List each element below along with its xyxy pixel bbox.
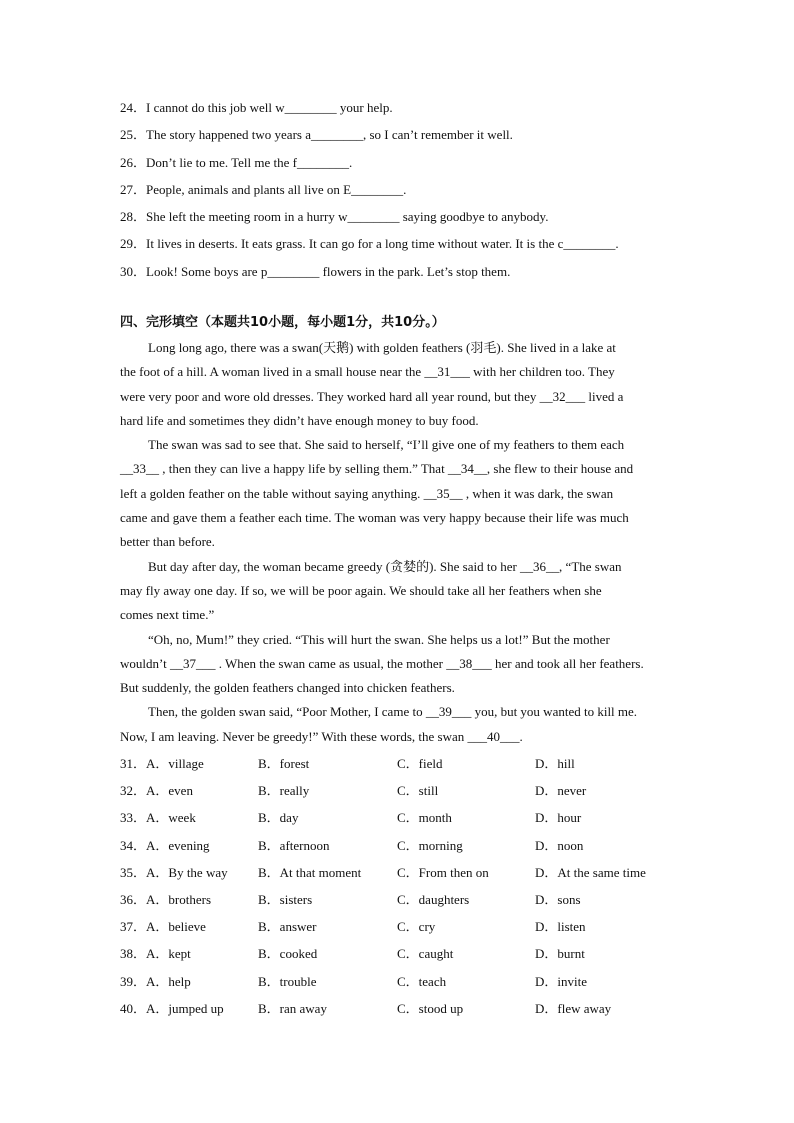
passage-line: came and gave them a feather each time. The woman was very happy because their life was much — [120, 510, 629, 526]
question-text: Don’t lie to me. Tell me the f________. — [146, 155, 353, 170]
option-d[interactable]: D．sons — [535, 891, 581, 907]
question-number: 30． — [120, 264, 147, 279]
option-a[interactable]: A．By the way — [146, 864, 228, 880]
option-b[interactable]: B．really — [258, 783, 310, 799]
option-b[interactable]: B．day — [258, 810, 299, 826]
option-a[interactable]: A．brothers — [146, 891, 212, 907]
option-a[interactable]: A．help — [146, 973, 191, 989]
option-c[interactable]: C．stood up — [397, 1000, 464, 1016]
question-number: 27． — [120, 182, 147, 197]
option-a[interactable]: A．even — [146, 783, 193, 799]
option-number — [120, 862, 228, 884]
option-row-31 — [120, 753, 680, 780]
passage-line: wouldn’t __37___ . When the swan came as usual, the mother __38___ her and took all her feathers. — [120, 655, 644, 671]
option-b[interactable]: B．trouble — [258, 973, 317, 989]
passage-line: left a golden feather on the table without saying anything. __35__ , when it was dark, the swan — [120, 485, 614, 501]
option-row-38 — [120, 943, 680, 970]
option-number — [120, 943, 191, 965]
question-text: She left the meeting room in a hurry w________ saying goodbye to anybody. — [146, 209, 549, 224]
option-number — [120, 753, 204, 775]
passage-line: The swan was sad to see that. She said to herself, “I’ll give one of my feathers to them each — [148, 437, 625, 453]
passage-line: __33__ , then they can live a happy life by selling them.” That __34__, she flew to their house and — [120, 461, 634, 477]
option-number — [120, 835, 210, 857]
option-row-35 — [120, 862, 680, 889]
question-29 — [120, 233, 619, 252]
option-row-37 — [120, 916, 680, 943]
option-row-39 — [120, 971, 680, 998]
question-text: Look! Some boys are p________ flowers in the park. Let’s stop them. — [146, 264, 511, 279]
option-num-text: 31． — [120, 756, 147, 771]
option-num-text: 40． — [120, 1000, 147, 1016]
passage-line: But suddenly, the golden feathers changed into chicken feathers. — [120, 680, 455, 696]
question-25 — [120, 124, 513, 143]
option-row-34 — [120, 835, 680, 862]
question-26 — [120, 152, 352, 171]
option-a[interactable]: A．week — [146, 810, 196, 826]
passage-line: But day after day, the woman became greedy (贪婪的). She said to her __36__, “The swan — [148, 558, 622, 574]
option-d[interactable]: D．flew away — [535, 1000, 612, 1016]
option-num-text: 34． — [120, 837, 147, 853]
question-text: People, animals and plants all live on E________. — [146, 182, 407, 197]
option-a[interactable]: A．village — [146, 756, 204, 771]
option-c[interactable]: C．caught — [397, 946, 454, 962]
option-d[interactable]: D．hour — [535, 810, 582, 826]
passage-line: the foot of a hill. A woman lived in a small house near the __31___ with her children too. They — [120, 364, 615, 380]
option-c[interactable]: C．From then on — [397, 864, 489, 880]
option-d[interactable]: D．burnt — [535, 946, 585, 962]
option-d[interactable]: D．never — [535, 783, 587, 799]
question-text: It lives in deserts. It eats grass. It can go for a long time without water. It is the c________. — [146, 236, 619, 251]
question-number: 26． — [120, 155, 147, 170]
option-d[interactable]: D．invite — [535, 973, 587, 989]
option-c[interactable]: C．teach — [397, 973, 447, 989]
option-b[interactable]: B．afternoon — [258, 837, 330, 853]
question-text: The story happened two years a________, so I can’t remember it well. — [146, 127, 513, 142]
option-b[interactable]: B．sisters — [258, 891, 313, 907]
option-num-text: 39． — [120, 973, 147, 989]
question-number: 24． — [120, 100, 147, 115]
option-b[interactable]: B．answer — [258, 919, 317, 935]
option-a[interactable]: A．evening — [146, 837, 210, 853]
option-num-text: 33． — [120, 810, 147, 826]
option-b[interactable]: B．forest — [258, 756, 310, 771]
question-number: 28． — [120, 209, 147, 224]
option-num-text: 37． — [120, 919, 147, 935]
option-num-text: 38． — [120, 946, 147, 962]
option-b[interactable]: B．ran away — [258, 1000, 327, 1016]
question-28 — [120, 206, 548, 225]
option-b[interactable]: B．cooked — [258, 946, 318, 962]
option-num-text: 35． — [120, 864, 147, 880]
option-row-32 — [120, 780, 680, 807]
question-24 — [120, 97, 393, 116]
option-d[interactable]: D．At the same time — [535, 864, 646, 880]
option-row-36 — [120, 889, 680, 916]
option-number — [120, 998, 224, 1020]
option-c[interactable]: C．daughters — [397, 891, 470, 907]
option-d[interactable]: D．hill — [535, 756, 575, 771]
question-30 — [120, 261, 510, 280]
option-c[interactable]: C．still — [397, 783, 439, 799]
option-a[interactable]: A．kept — [146, 946, 191, 962]
passage-line: “Oh, no, Mum!” they cried. “This will hurt the swan. She helps us a lot!” But the mother — [148, 631, 610, 647]
passage-line: better than before. — [120, 534, 215, 550]
option-number — [120, 780, 193, 802]
passage-line: comes next time.” — [120, 607, 215, 623]
passage-line: Long long ago, there was a swan(天鹅) with golden feathers (羽毛). She lived in a lake at — [148, 340, 616, 355]
option-c[interactable]: C．morning — [397, 837, 463, 853]
section-title: 四、完形填空（本题共10小题，每小题1分，共10分。） — [120, 315, 445, 330]
passage-line: may fly away one day. If so, we will be poor again. We should take all her feathers when she — [120, 582, 602, 598]
option-row-40 — [120, 998, 680, 1025]
option-a[interactable]: A．jumped up — [146, 1000, 224, 1016]
option-num-text: 32． — [120, 783, 147, 799]
passage-line: were very poor and wore old dresses. They worked hard all year round, but they __32___ lived a — [120, 388, 624, 404]
question-number: 25． — [120, 127, 147, 142]
option-number — [120, 916, 206, 938]
option-num-text: 36． — [120, 891, 147, 907]
passage-line: Now, I am leaving. Never be greedy!” With these words, the swan ___40___. — [120, 728, 523, 744]
option-row-33 — [120, 807, 680, 834]
option-b[interactable]: B．At that moment — [258, 864, 362, 880]
passage-line: Then, the golden swan said, “Poor Mother, I came to __39___ you, but you wanted to kill me. — [148, 704, 638, 720]
option-number — [120, 807, 196, 829]
cloze-passage — [120, 336, 676, 749]
option-d[interactable]: D．noon — [535, 837, 584, 853]
option-number — [120, 889, 211, 911]
question-number: 29． — [120, 236, 147, 251]
question-text: I cannot do this job well w________ your help. — [146, 100, 393, 115]
question-27 — [120, 179, 406, 198]
passage-line: hard life and sometimes they didn’t have enough money to buy food. — [120, 412, 479, 428]
option-a[interactable]: A．believe — [146, 919, 206, 935]
option-c[interactable]: C．field — [397, 756, 443, 771]
option-d[interactable]: D．listen — [535, 919, 586, 935]
option-number — [120, 971, 191, 993]
option-c[interactable]: C．cry — [397, 919, 436, 935]
option-c[interactable]: C．month — [397, 810, 452, 826]
cloze-options — [120, 753, 680, 1025]
